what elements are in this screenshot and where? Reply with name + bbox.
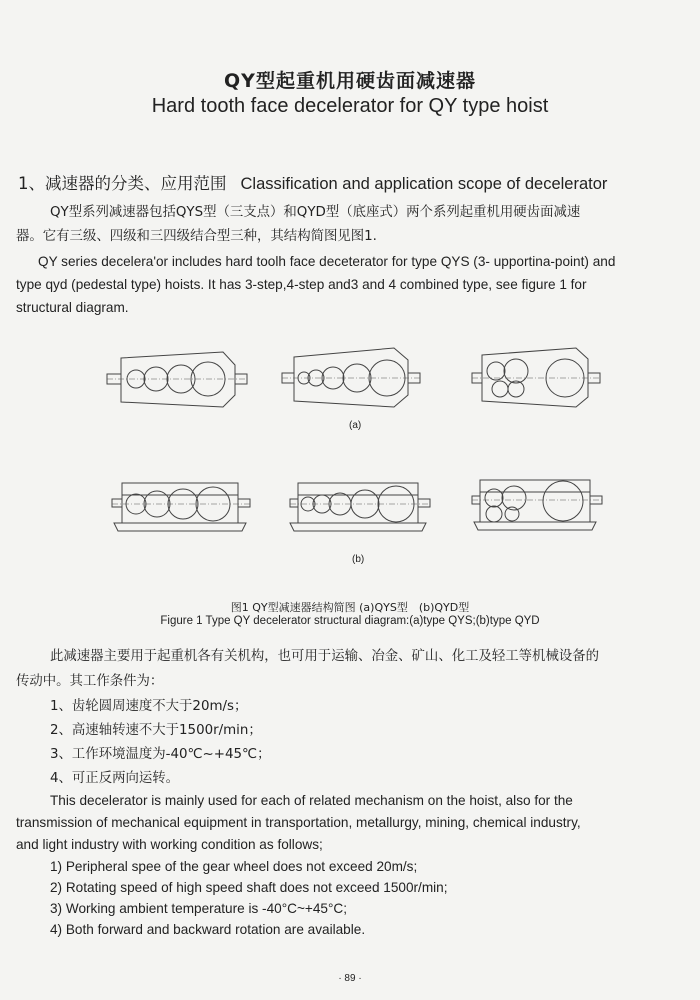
diagram-qys-3step: [105, 350, 250, 410]
condition-item-en-4: 4) Both forward and backward rotation are available.: [50, 922, 366, 937]
condition-item-en-2: 2) Rotating speed of high speed shaft does not exceed 1500r/min;: [50, 880, 448, 895]
diagram-qys-combined: [470, 345, 610, 410]
conditions-intro-en-1: This decelerator is mainly used for each of related mechanism on the hoist, also for the: [50, 793, 573, 808]
conditions-intro-en-3: and light industry with working condition as follows;: [16, 837, 323, 852]
condition-item-en-1: 1) Peripheral spee of the gear wheel does not exceed 20m/s;: [50, 859, 418, 874]
diagram-qyd-combined: [470, 470, 610, 535]
condition-item-cn-1: 1、齿轮圆周速度不大于20m/s；: [50, 699, 248, 714]
conditions-intro-en-2: transmission of mechanical equipment in transportation, metallurgy, mining, chemical industry,: [16, 815, 581, 830]
para-en-line-1: QY series decelera'or includes hard toolh face deceterator for type QYS (3- upportina-point) and: [38, 254, 616, 269]
condition-item-cn-3: 3、工作环境温度为-40℃~+45℃；: [50, 747, 271, 762]
condition-item-cn-4: 4、可正反两向运转。: [50, 771, 180, 786]
diagram-qyd-4step: [288, 475, 438, 535]
conditions-intro-cn-1: 此减速器主要用于起重机各有关机构，也可用于运输、冶金、矿山、化工及轻工等机械设备的: [50, 649, 600, 664]
para-en-line-2: type qyd (pedestal type) hoists. It has 3-step,4-step and3 and 4 combined type, see figure 1 for: [16, 277, 587, 292]
para-en-line-3: structural diagram.: [16, 300, 129, 315]
section-heading: [18, 170, 607, 194]
page-title-en: Hard tooth face decelerator for QY type hoist: [151, 95, 549, 117]
conditions-intro-cn-2: 传动中。其工作条件为：: [16, 674, 164, 689]
diagram-qys-4step: [280, 345, 430, 410]
condition-item-en-3: 3) Working ambient temperature is -40°C~+45°C;: [50, 901, 347, 916]
section-heading-en: Classification and application scope of decelerator: [240, 175, 608, 193]
page-number: · 89 ·: [338, 973, 362, 984]
section-heading-cn: 1、减速器的分类、应用范围: [18, 174, 227, 193]
page-title-cn: QY型起重机用硬齿面减速器: [224, 70, 476, 92]
diagram-qyd-3step: [110, 475, 255, 535]
para-cn-line-1: QY型系列减速器包括QYS型（三支点）和QYD型（底座式）两个系列起重机用硬齿面减速: [50, 205, 581, 220]
figure-caption-en: Figure 1 Type QY decelerator structural diagram:(a)type QYS;(b)type QYD: [160, 615, 540, 627]
figure-label-b: (b): [352, 554, 365, 565]
para-cn-line-2: 器。它有三级、四级和三四级结合型三种，其结构简图见图1.: [16, 229, 377, 244]
figure-label-a: (a): [349, 420, 362, 431]
condition-item-cn-2: 2、高速轴转速不大于1500r/min；: [50, 723, 262, 738]
figure-caption-cn: 图1 QY型减速器结构简图 (a)QYS型 (b)QYD型: [230, 601, 470, 614]
